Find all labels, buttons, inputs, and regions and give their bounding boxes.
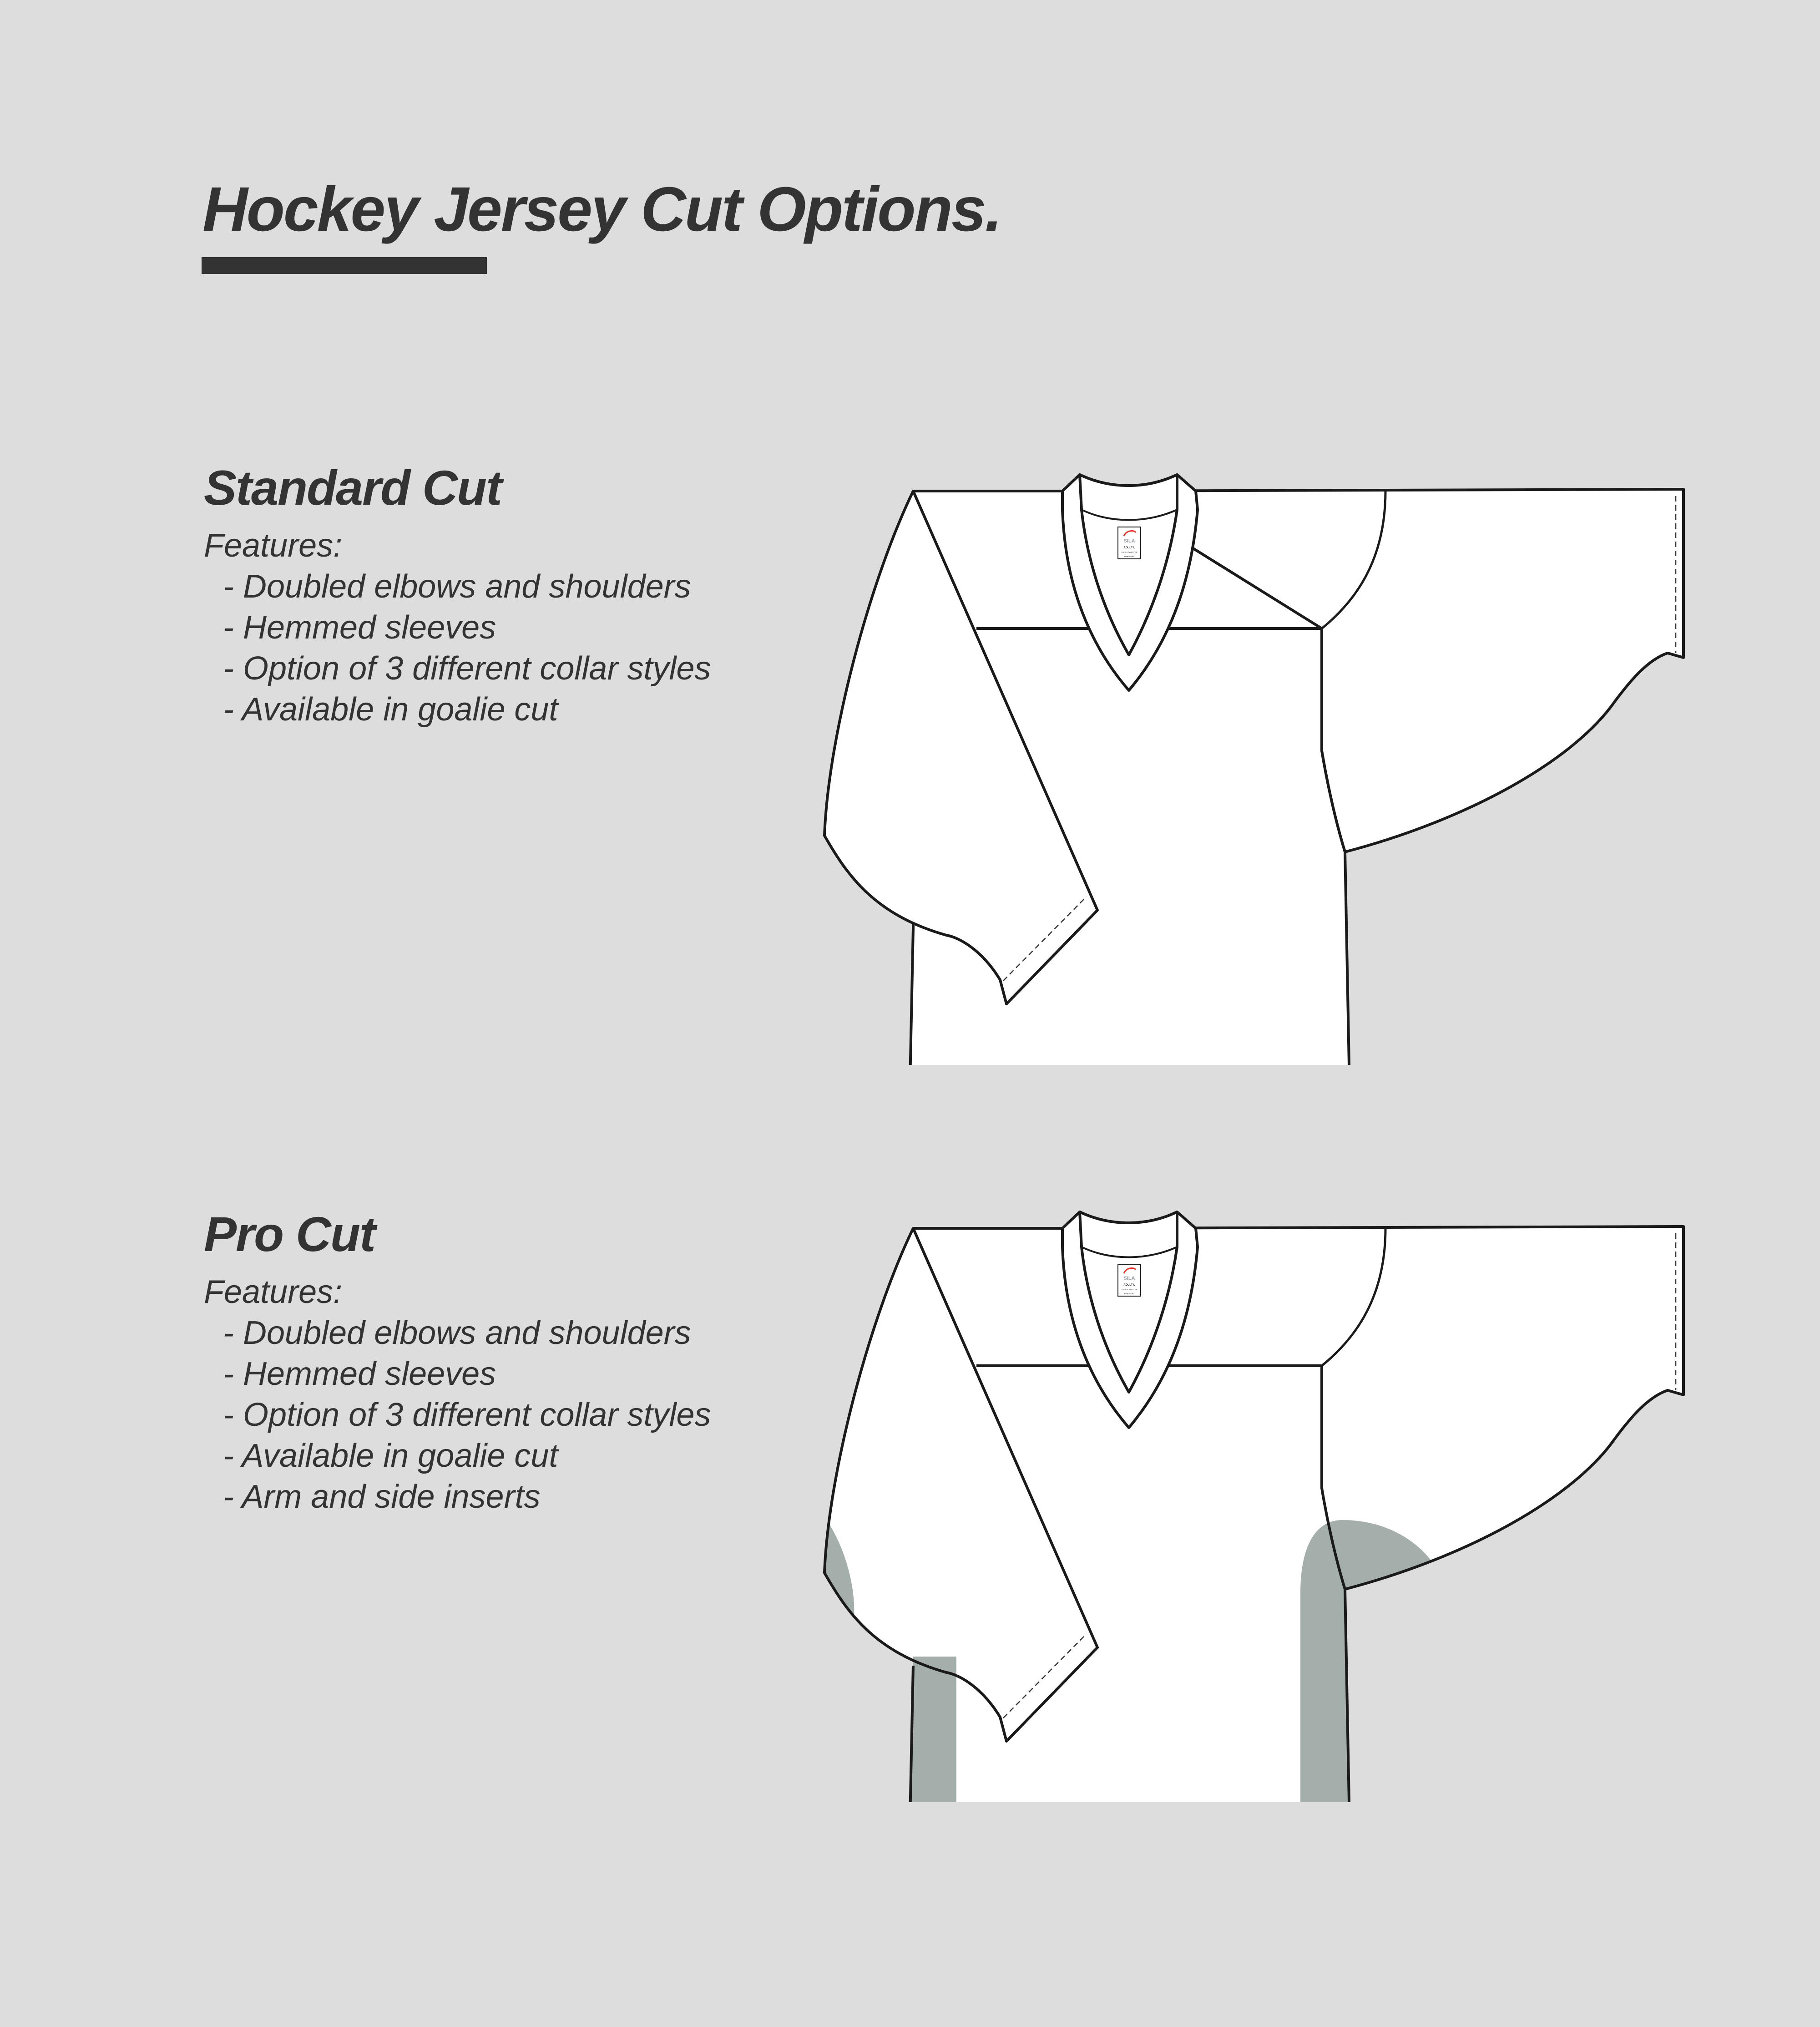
svg-text:ADULT L: ADULT L: [1123, 547, 1135, 549]
feature-item: - Hemmed sleeves: [223, 1353, 711, 1394]
tag-icon: [1118, 527, 1141, 559]
feature-item: - Doubled elbows and shoulders: [223, 566, 711, 607]
svg-text:ADULT L: ADULT L: [1123, 1284, 1135, 1287]
svg-text:SILA: SILA: [1123, 538, 1135, 544]
page-title: Hockey Jersey Cut Options.: [202, 174, 1001, 244]
feature-item: - Arm and side inserts: [223, 1476, 711, 1517]
standard-cut-feature-list: [204, 566, 711, 730]
features-label: Features:: [204, 1274, 343, 1311]
svg-text:Made in China: Made in China: [1124, 556, 1135, 557]
svg-text:100% POLYESTER: 100% POLYESTER: [1121, 1288, 1138, 1291]
tag-icon: [1118, 1264, 1141, 1296]
feature-item: - Option of 3 different collar styles: [223, 1394, 711, 1435]
feature-item: - Option of 3 different collar styles: [223, 648, 711, 689]
svg-text:100% POLYESTER: 100% POLYESTER: [1121, 551, 1138, 553]
pro-cut-feature-list: [204, 1312, 711, 1517]
svg-text:Made in China: Made in China: [1124, 1293, 1135, 1295]
svg-text:SILA: SILA: [1123, 1276, 1135, 1281]
standard-cut-section: [204, 460, 711, 730]
standard-cut-jersey-illustration: [810, 464, 1720, 1065]
feature-item: - Available in goalie cut: [223, 689, 711, 730]
pro-cut-heading: Pro Cut: [204, 1206, 375, 1262]
feature-item: - Doubled elbows and shoulders: [223, 1312, 711, 1353]
jersey-icon: [810, 1201, 1720, 1802]
standard-cut-heading: Standard Cut: [204, 460, 502, 515]
pro-cut-section: [204, 1206, 711, 1517]
feature-item: - Hemmed sleeves: [223, 607, 711, 648]
jersey-icon: [810, 464, 1720, 1065]
feature-item: - Available in goalie cut: [223, 1435, 711, 1476]
pro-cut-jersey-illustration: [810, 1201, 1720, 1802]
title-underline: [202, 257, 487, 274]
features-label: Features:: [204, 527, 343, 564]
